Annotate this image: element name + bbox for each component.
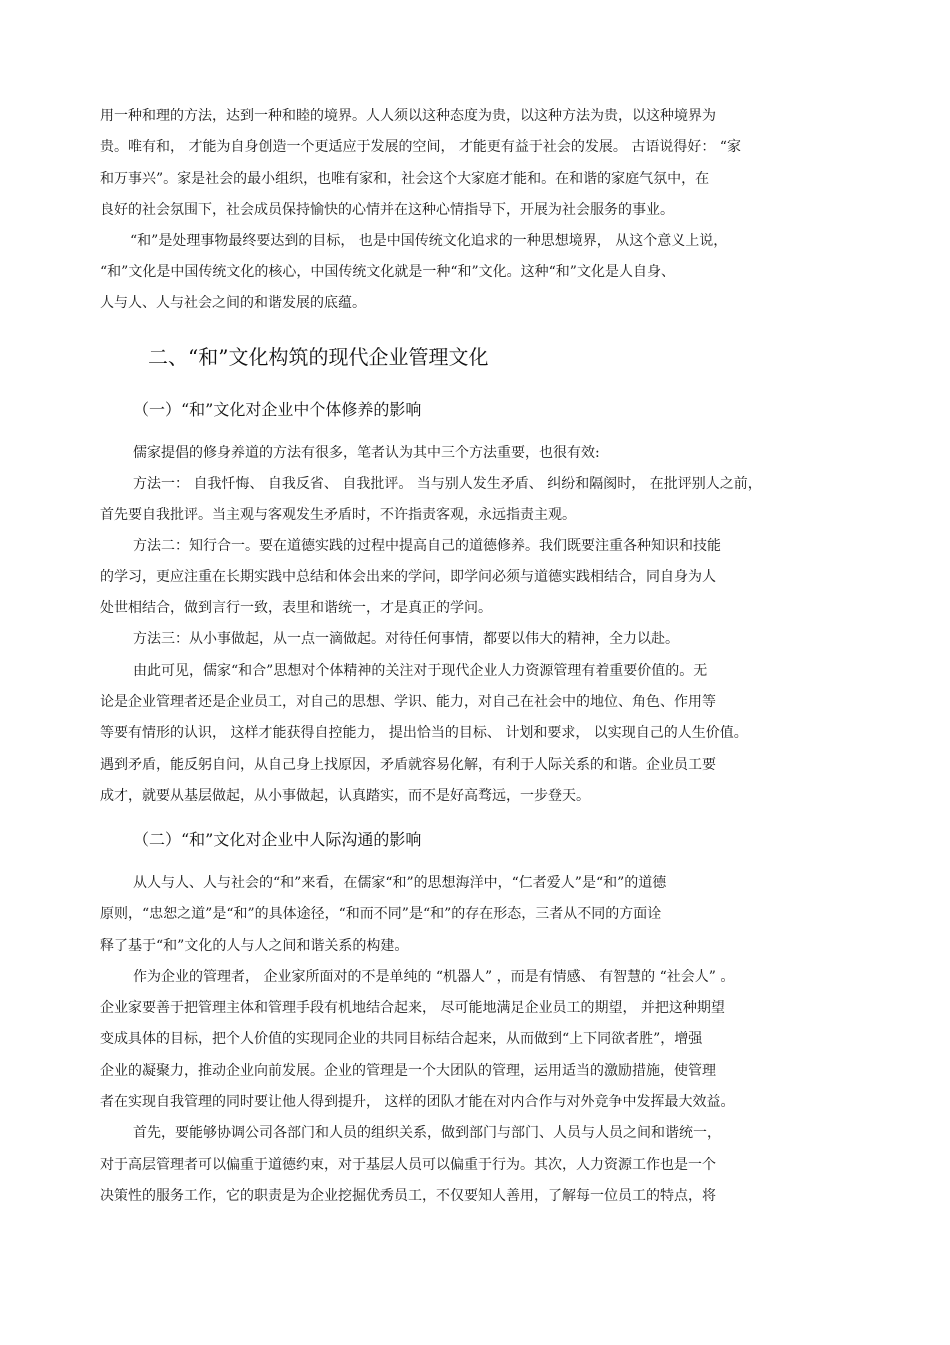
paragraph-line: 等要有情形的认识， 这样才能获得自控能力， 提出恰当的目标、 计划和要求， 以实现自己的人生价值。 <box>100 725 748 741</box>
paragraph-line: 决策性的服务工作，它的职责是为企业挖掘优秀员工，不仅要知人善用，了解每一位员工的特点，将 <box>100 1188 716 1204</box>
paragraph-line: 用一种和理的方法，达到一种和睦的境界。人人须以这种态度为贵，以这种方法为贵，以这种境界为 <box>100 108 716 124</box>
paragraph-line: 对于高层管理者可以偏重于道德约束，对于基层人员可以偏重于行为。其次，人力资源工作也是一个 <box>100 1157 716 1173</box>
paragraph-line: 原则，“忠恕之道”是“和”的具体途径，“和而不同”是“和”的存在形态，三者从不同的方面诠 <box>100 906 662 922</box>
paragraph-line: 作为企业的管理者， 企业家所面对的不是单纯的 “机器人” ，而是有情感、 有智慧的 “社会人” 。 <box>133 969 735 985</box>
paragraph-line: 遇到矛盾，能反躬自问，从自己身上找原因，矛盾就容易化解，有利于人际关系的和谐。企业员工要 <box>100 757 716 773</box>
paragraph-line: 首先，要能够协调公司各部门和人员的组织关系，做到部门与部门、人员与人员之间和谐统一， <box>133 1125 721 1141</box>
paragraph-line: 贵。唯有和， 才能为自身创造一个更适应于发展的空间， 才能更有益于社会的发展。 古语说得好： “家 <box>100 139 741 155</box>
subsection-title: （一）“和”文化对企业中个体修养的影响 <box>133 400 422 419</box>
paragraph-line: 方法二：知行合一。要在道德实践的过程中提高自己的道德修养。我们既要注重各种知识和技能 <box>133 538 721 554</box>
paragraph-line: 儒家提倡的修身养道的方法有很多，笔者认为其中三个方法重要，也很有效: <box>133 445 600 461</box>
paragraph-line: 企业的凝聚力，推动企业向前发展。企业的管理是一个大团队的管理，运用适当的激励措施，使管理 <box>100 1063 716 1079</box>
paragraph-line: 方法一： 自我忏悔、 自我反省、 自我批评。 当与别人发生矛盾、 纠纷和隔阂时， 在批评别人之前， <box>133 476 762 492</box>
paragraph-line: 者在实现自我管理的同时要让他人得到提升， 这样的团队才能在对内合作与对外竞争中发挥最大效益。 <box>100 1094 735 1110</box>
paragraph-line: “和”文化是中国传统文化的核心，中国传统文化就是一种“和”文化。这种“和”文化是人自身、 <box>100 264 675 280</box>
paragraph-line: “和”是处理事物最终要达到的目标， 也是中国传统文化追求的一种思想境界， 从这个意义上说， <box>130 233 728 249</box>
paragraph-line: 论是企业管理者还是企业员工，对自己的思想、学识、能力，对自己在社会中的地位、角色、作用等 <box>100 694 716 710</box>
paragraph-line: 由此可见，儒家“和合”思想对个体精神的关注对于现代企业人力资源管理有着重要价值的。无 <box>133 663 708 679</box>
paragraph-line: 企业家要善于把管理主体和管理手段有机地结合起来， 尽可能地满足企业员工的期望， 并把这种期望 <box>100 1000 725 1016</box>
paragraph-line: 成才，就要从基层做起，从小事做起，认真踏实，而不是好高骛远，一步登天。 <box>100 788 590 804</box>
paragraph-line: 首先要自我批评。当主观与客观发生矛盾时，不许指责客观，永远指责主观。 <box>100 507 576 523</box>
paragraph-line: 从人与人、人与社会的“和”来看，在儒家“和”的思想海洋中，“仁者爱人”是“和”的道德 <box>133 875 667 891</box>
subsection-title: （二）“和”文化对企业中人际沟通的影响 <box>133 830 422 849</box>
paragraph-line: 变成具体的目标，把个人价值的实现同企业的共同目标结合起来，从而做到“上下同欲者胜”，增强 <box>100 1031 703 1047</box>
section-title: 二、“和”文化构筑的现代企业管理文化 <box>148 345 489 369</box>
paragraph-line: 的学习，更应注重在长期实践中总结和体会出来的学问，即学问必须与道德实践相结合，同自身为人 <box>100 569 716 585</box>
paragraph-line: 良好的社会氛围下，社会成员保持愉快的心情并在这种心情指导下，开展为社会服务的事业。 <box>100 202 674 218</box>
paragraph-line: 释了基于“和”文化的人与人之间和谐关系的构建。 <box>100 938 409 954</box>
paragraph-line: 处世相结合，做到言行一致，表里和谐统一，才是真正的学问。 <box>100 600 492 616</box>
paragraph-line: 方法三：从小事做起，从一点一滴做起。对待任何事情，都要以伟大的精神，全力以赴。 <box>133 631 679 647</box>
paragraph-line: 人与人、人与社会之间的和谐发展的底蕴。 <box>100 295 366 311</box>
paragraph-line: 和万事兴”。家是社会的最小组织，也唯有家和，社会这个大家庭才能和。在和谐的家庭气氛中，在 <box>100 171 710 187</box>
